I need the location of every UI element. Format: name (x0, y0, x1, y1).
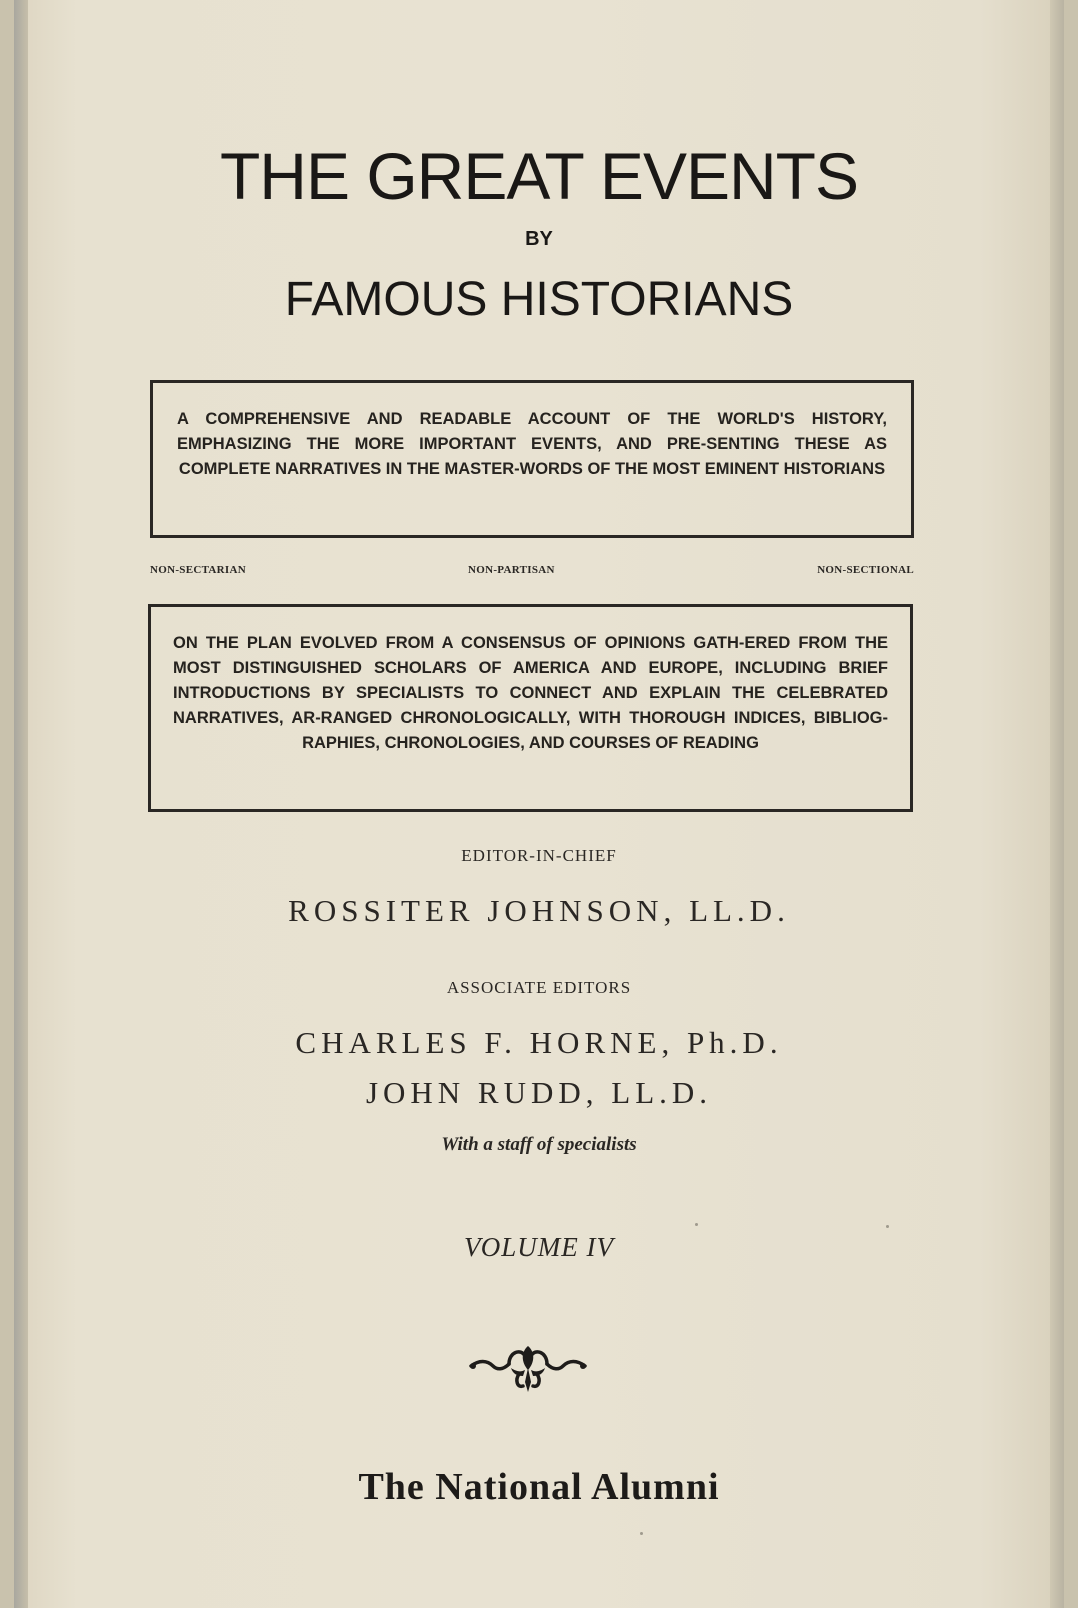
description-box (150, 380, 914, 538)
staff-note: With a staff of specialists (441, 1134, 637, 1155)
tag-non-partisan: NON-PARTISAN (468, 564, 555, 576)
tag-non-sectional: NON-SECTIONAL (817, 564, 914, 576)
associate-editor-name: JOHN RUDD, LL.D. (365, 1075, 713, 1110)
subtitle: FAMOUS HISTORIANS (284, 273, 794, 326)
volume-label: VOLUME IV (464, 1232, 614, 1262)
tag-non-sectarian: NON-SECTARIAN (150, 564, 246, 576)
fleuron-ornament-icon (465, 1340, 591, 1394)
paper-speck (640, 1532, 643, 1535)
by-label: BY (525, 228, 553, 250)
editor-name: ROSSITER JOHNSON, LL.D. (288, 893, 790, 928)
description-text: A COMPREHENSIVE AND READABLE ACCOUNT OF THE WORLD'S HISTORY, EMPHASIZING THE MORE IMPORTANT EVENTS, AND PRE-SENTING THESE AS COMPLETE NARRATIVES IN THE MASTER-WORDS OF THE MOST EMINENT HISTORIANS (177, 410, 887, 478)
paper-speck (695, 1223, 698, 1226)
main-title: THE GREAT EVENTS (219, 139, 858, 213)
plan-box (148, 604, 913, 812)
plan-text: ON THE PLAN EVOLVED FROM A CONSENSUS OF OPINIONS GATH-ERED FROM THE MOST DISTINGUISHED SCHOLARS OF AMERICA AND EUROPE, INCLUDING BRIEF INTRODUCTIONS BY SPECIALISTS TO CONNECT AND EXPLAIN THE CELEBRATED NARRATIVES, AR-RANGED CHRONOLOGICALLY, WITH THOROUGH INDICES, BIBLIOG-RAPHIES, CHRONOLOGIES, AND COURSES OF READING (173, 634, 888, 752)
paper-speck (886, 1225, 889, 1228)
editor-in-chief-label: EDITOR-IN-CHIEF (461, 846, 617, 865)
associate-editors-label: ASSOCIATE EDITORS (446, 978, 632, 997)
tags-row (150, 564, 914, 582)
associate-editor-name: CHARLES F. HORNE, Ph.D. (295, 1025, 783, 1060)
publisher-name: The National Alumni (358, 1466, 720, 1508)
